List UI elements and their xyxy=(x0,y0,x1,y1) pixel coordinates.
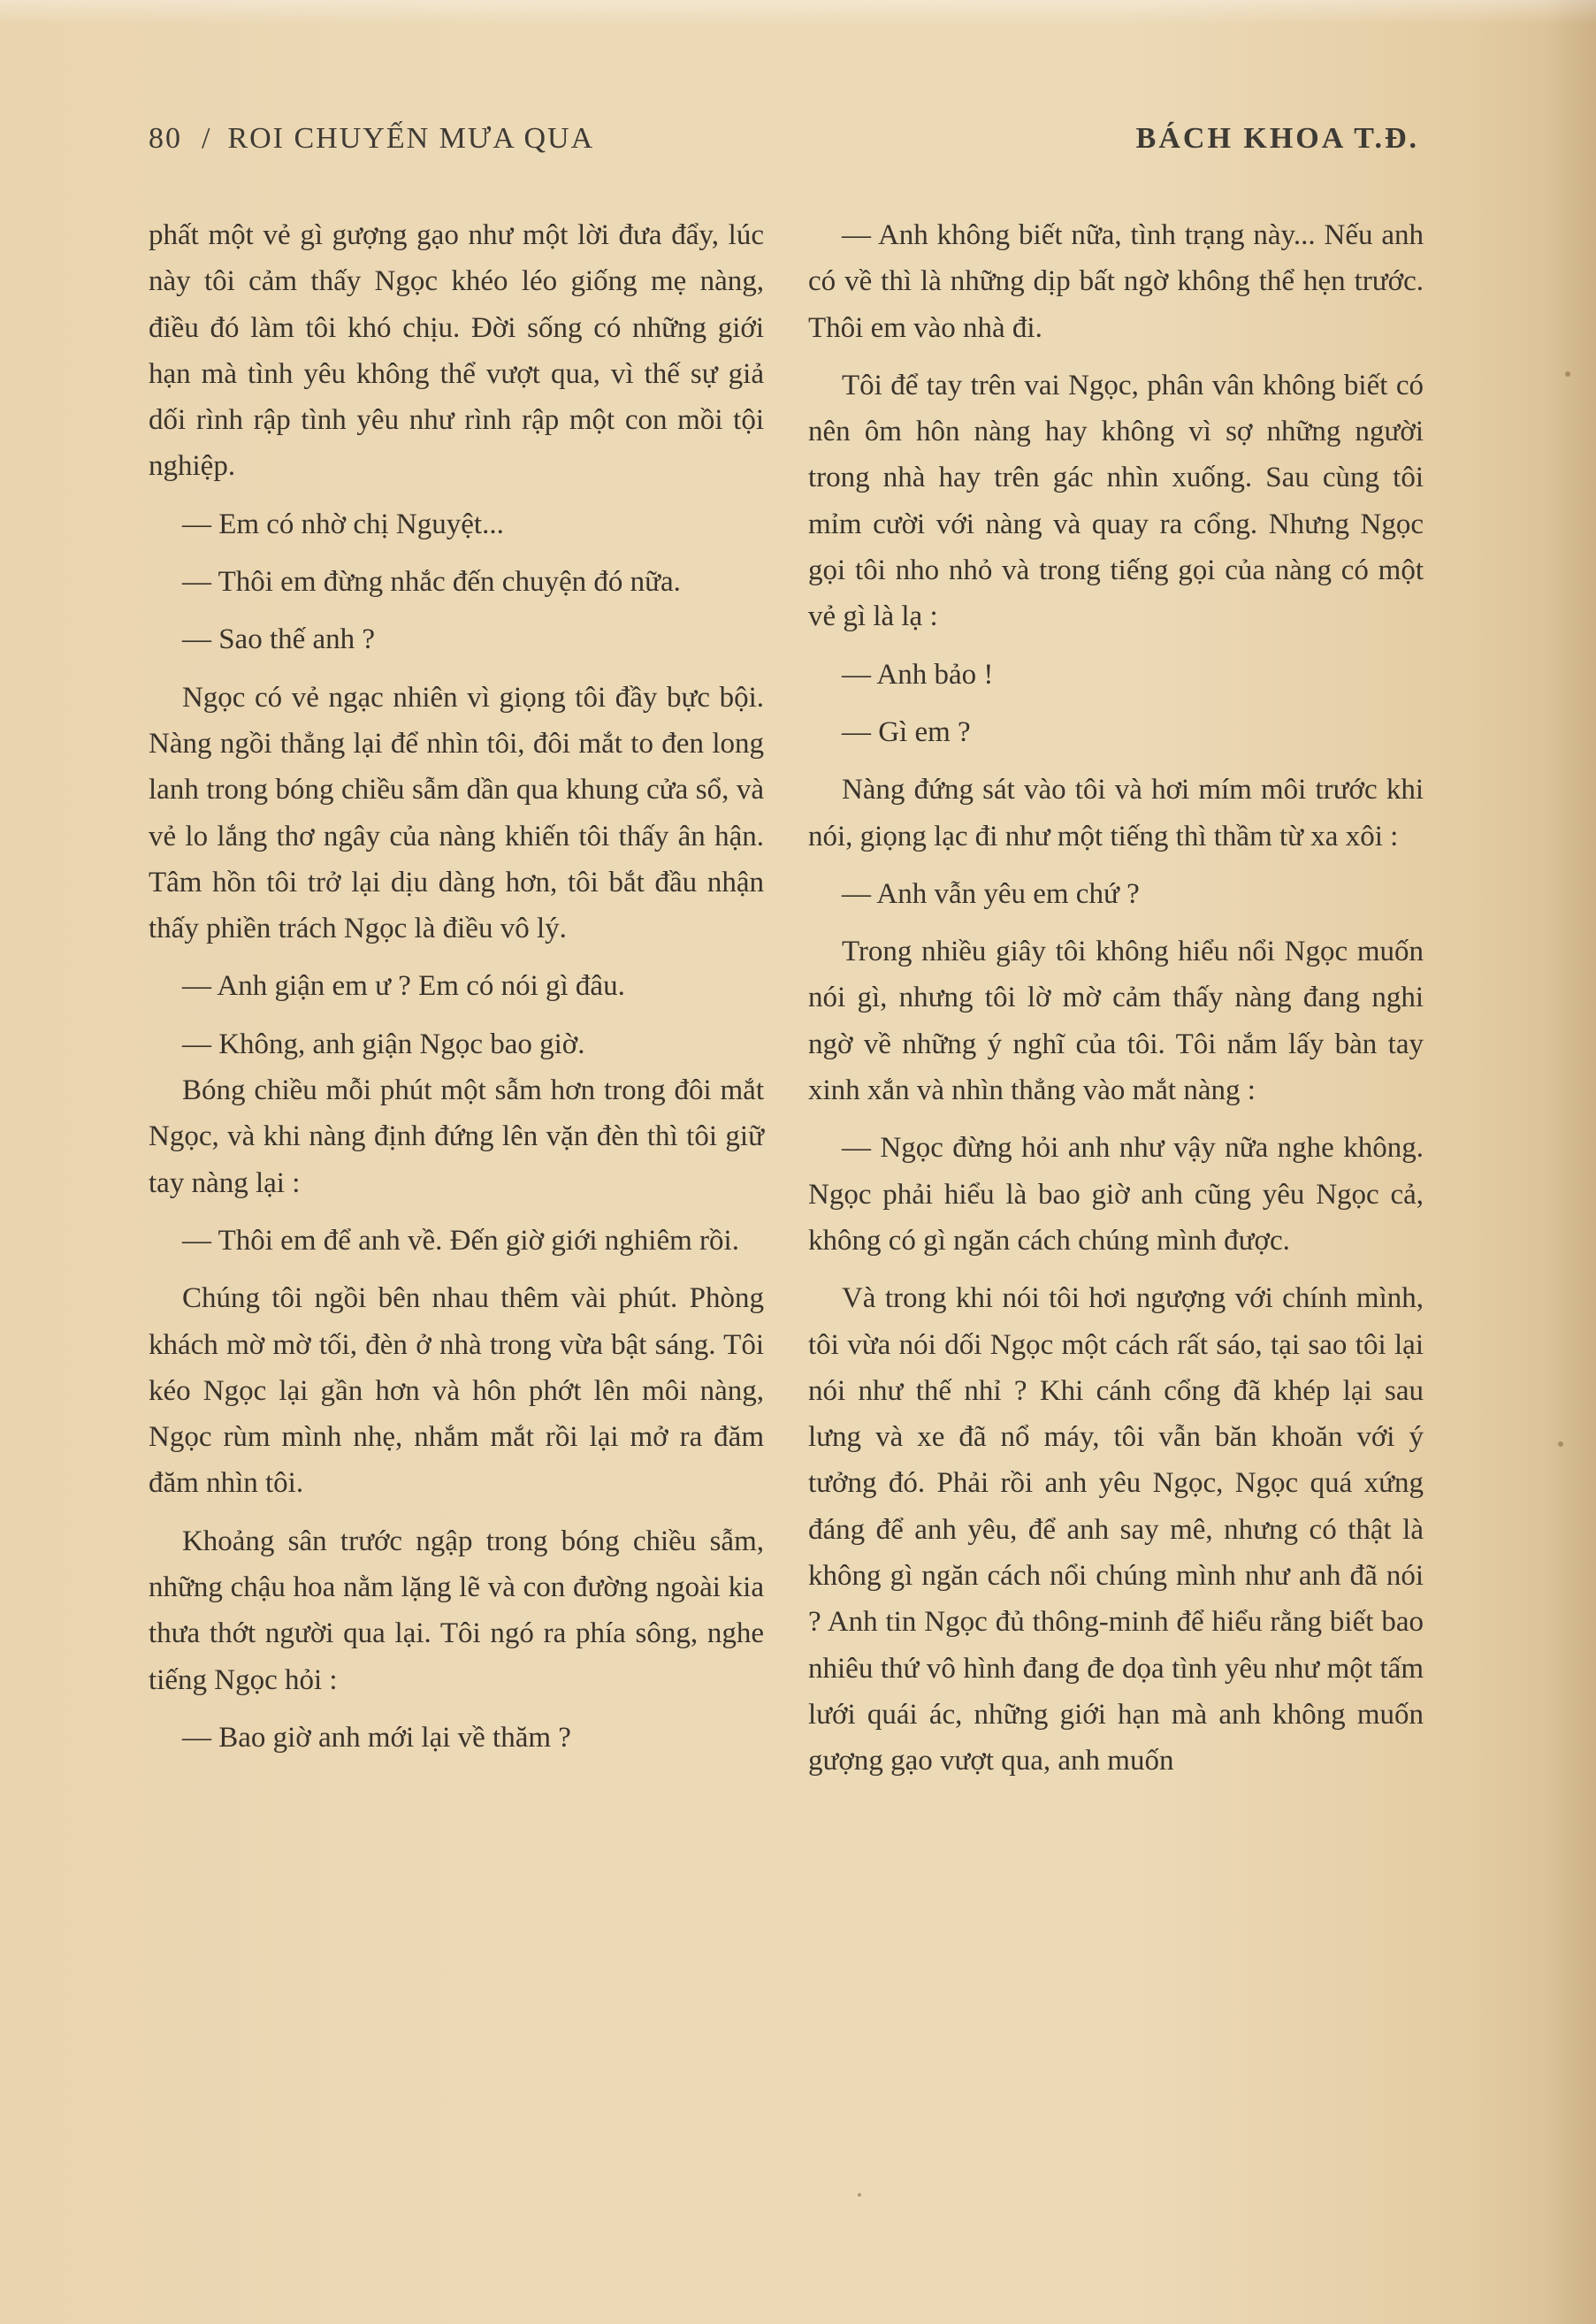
dialogue-line: — Anh vẫn yêu em chứ ? xyxy=(841,877,1140,910)
paragraph: Và trong khi nói tôi hơi ngượng với chính mình, tôi vừa nói dối Ngọc một cách rất sáo, tại sao tôi lại nói như thế nhỉ ? Khi cánh cổng đã khép lại sau lưng và xe đã nổ máy, tôi vẫn băn khoăn với ý tưởng đó. Phải rồi anh yêu Ngọc, Ngọc quá xứng đáng để anh yêu, để anh say mê, nhưng có thật là không gì ngăn cách nổi chúng mình như anh đã nói ? Anh tin Ngọc đủ thông-minh để hiểu rằng biết bao nhiêu thứ vô hình đang đe dọa tình yêu như một tấm lưới quái ác, những giới hạn mà anh không muốn gượng gạo vượt qua, anh muốn xyxy=(808,1282,1424,1777)
paragraph: Bóng chiều mỗi phút một sẫm hơn trong đôi mắt Ngọc, và khi nàng định đứng lên vặn đèn thì tôi giữ tay nàng lại : xyxy=(149,1074,764,1199)
paragraph: Nàng đứng sát vào tôi và hơi mím môi trước khi nói, giọng lạc đi như một tiếng thì thầm từ xa xôi : xyxy=(808,774,1424,852)
dialogue-line: — Sao thế anh ? xyxy=(181,623,376,656)
header-separator: / xyxy=(202,122,212,155)
page-edge-shadow xyxy=(1543,0,1596,2324)
dialogue-line: — Anh giận em ư ? Em có nói gì đâu. xyxy=(181,970,625,1003)
paragraph: Tôi để tay trên vai Ngọc, phân vân không biết có nên ôm hôn nàng hay không vì sợ những người trong nhà hay trên gác nhìn xuống. Sau cùng tôi mỉm cười với nàng và quay ra cổng. Nhưng Ngọc gọi tôi nho nhỏ và trong tiếng gọi của nàng có một vẻ gì là lạ : xyxy=(808,369,1424,633)
dialogue-line: — Thôi em để anh về. Đến giờ giới nghiêm rồi. xyxy=(181,1224,739,1257)
publication-name: BÁCH KHOA T.Đ. xyxy=(1135,122,1419,155)
paper-speck xyxy=(858,2193,861,2197)
dialogue-line: — Thôi em đừng nhắc đến chuyện đó nữa. xyxy=(181,566,681,599)
book-title: ROI CHUYẾN MƯA QUA xyxy=(227,122,595,155)
running-header xyxy=(149,122,1419,166)
paragraph: Ngọc có vẻ ngạc nhiên vì giọng tôi đầy bực bội. Nàng ngồi thẳng lại để nhìn tôi, đôi mắt to đen long lanh trong bóng chiều sẫm dần qua khung cửa sổ, và vẻ lo lắng thơ ngây của nàng khiến tôi thấy ân hận. Tâm hồn tôi trở lại dịu dàng hơn, tôi bắt đầu nhận thấy phiền trách Ngọc là điều vô lý. xyxy=(149,681,764,945)
dialogue-line: — Gì em ? xyxy=(841,715,971,748)
paragraph: phất một vẻ gì gượng gạo như một lời đưa đẩy, lúc này tôi cảm thấy Ngọc khéo léo giống mẹ nàng, điều đó làm tôi khó chịu. Đời sống có những giới hạn mà tình yêu không thể vượt qua, vì thế sự giả dối rình rập tình yêu như rình rập một con mồi tội nghiệp. xyxy=(149,219,764,483)
page-number: 80 xyxy=(149,122,182,155)
left-column xyxy=(149,212,764,1772)
dialogue-line: — Bao giờ anh mới lại về thăm ? xyxy=(181,1721,571,1754)
paragraph: Khoảng sân trước ngập trong bóng chiều sẫm, những chậu hoa nằm lặng lẽ và con đường ngoài kia thưa thớt người qua lại. Tôi ngó ra phía sông, nghe tiếng Ngọc hỏi : xyxy=(149,1525,764,1696)
right-column xyxy=(808,212,1424,1796)
dialogue-line: — Em có nhờ chị Nguyệt... xyxy=(181,508,504,540)
paragraph: Chúng tôi ngồi bên nhau thêm vài phút. Phòng khách mờ mờ tối, đèn ở nhà trong vừa bật sáng. Tôi kéo Ngọc lại gần hơn và hôn phớt lên môi nàng, Ngọc rùm mình nhẹ, nhắm mắt rồi lại mở ra đăm đăm nhìn tôi. xyxy=(149,1282,764,1500)
dialogue-line: — Ngọc đừng hỏi anh như vậy nữa nghe không. Ngọc phải hiểu là bao giờ anh cũng yêu Ngọc cả, không có gì ngăn cách chúng mình được. xyxy=(808,1132,1424,1257)
dialogue-line: — Anh bảo ! xyxy=(841,658,994,691)
paper-speck xyxy=(1565,371,1570,377)
header-left xyxy=(149,122,594,156)
dialogue-line: — Anh không biết nữa, tình trạng này... Nếu anh có về thì là những dịp bất ngờ không thể hẹn trước. Thôi em vào nhà đi. xyxy=(808,219,1424,344)
paragraph: Trong nhiều giây tôi không hiểu nổi Ngọc muốn nói gì, nhưng tôi lờ mờ cảm thấy nàng đang nghi ngờ về những ý nghĩ của tôi. Tôi nắm lấy bàn tay xinh xắn và nhìn thẳng vào mắt nàng : xyxy=(808,936,1424,1107)
dialogue-line: — Không, anh giận Ngọc bao giờ. xyxy=(181,1028,585,1060)
paper-speck xyxy=(1558,1441,1563,1447)
